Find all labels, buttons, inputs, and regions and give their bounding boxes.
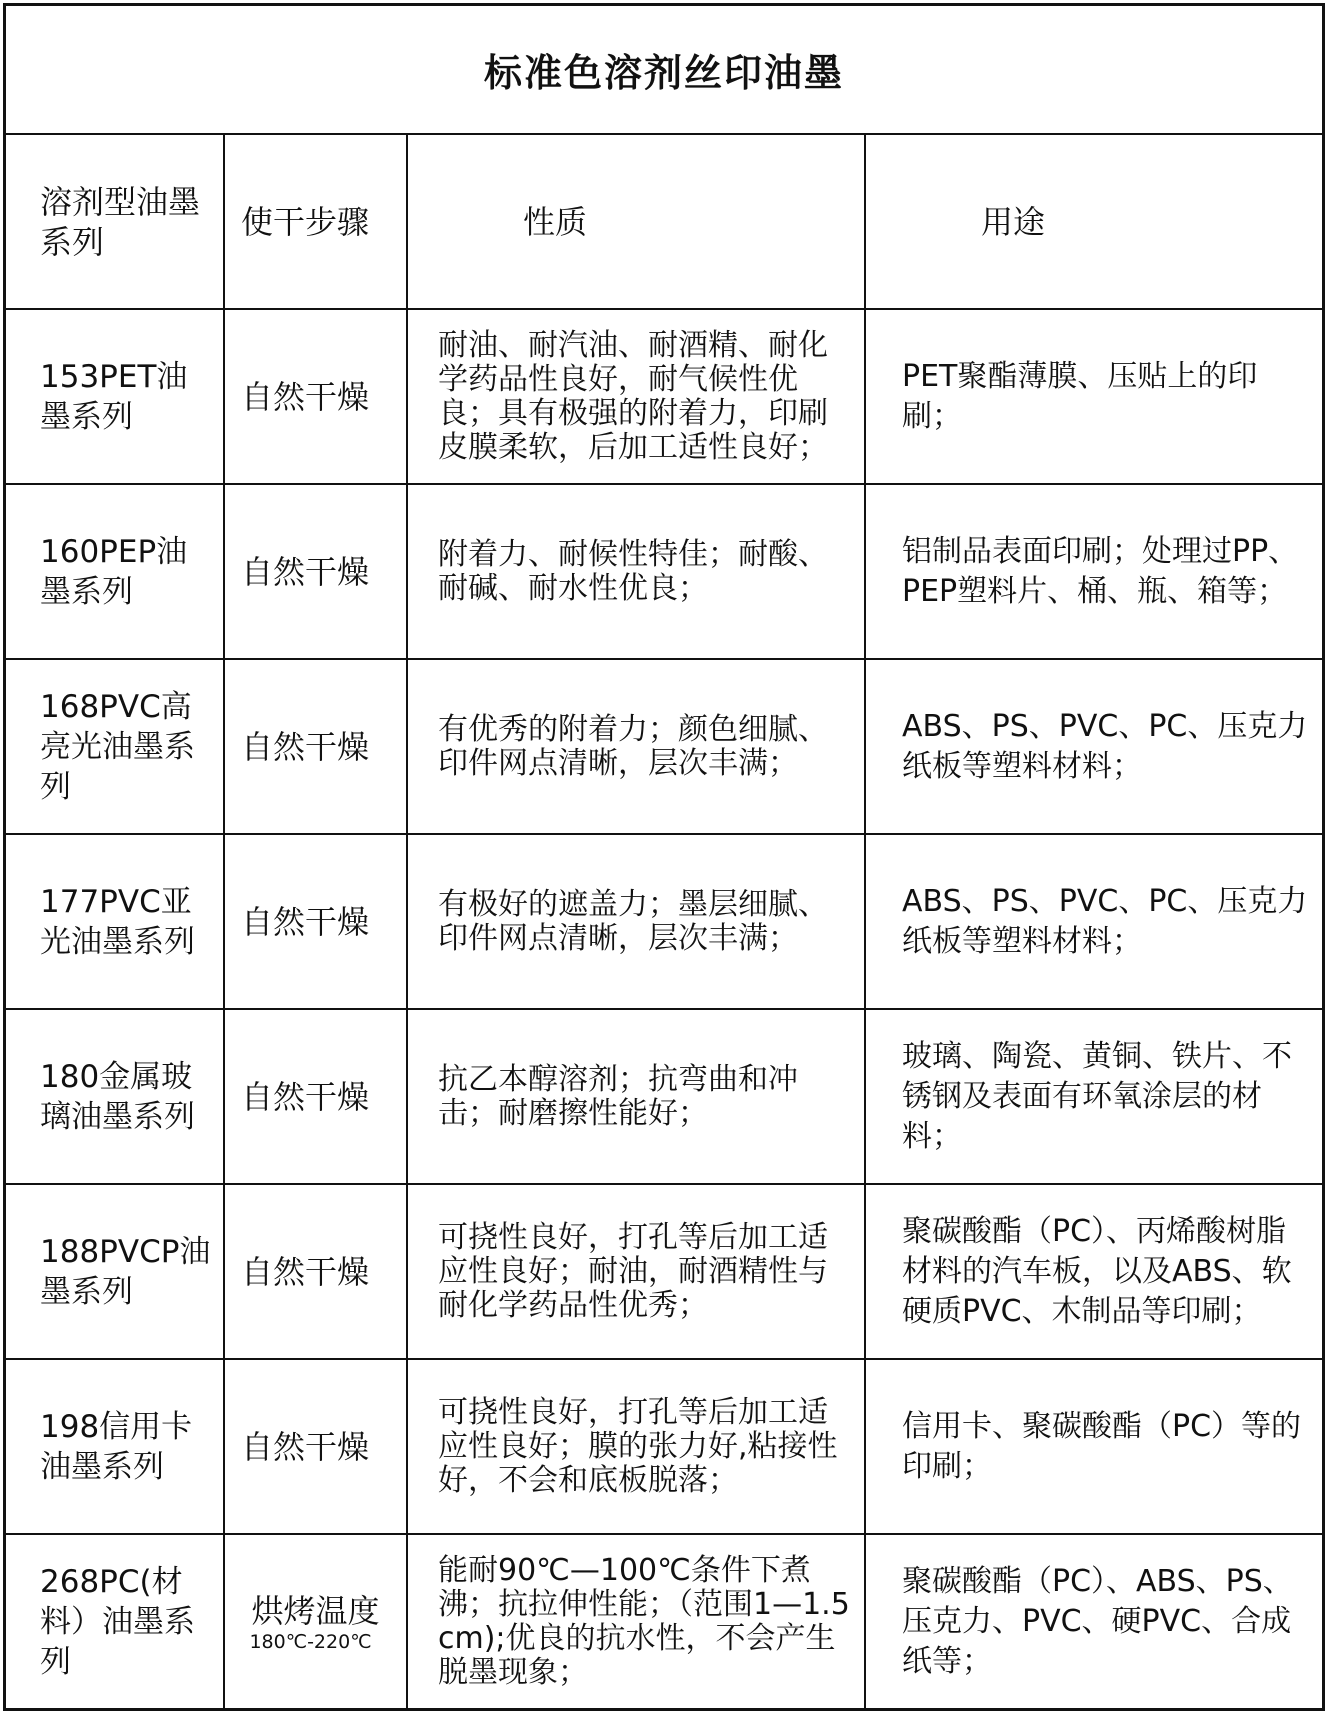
ink-spec-sheet [3, 3, 1325, 1711]
series-cell: 153PET油墨系列 [6, 309, 224, 484]
series-cell: 177PVC亚光油墨系列 [6, 834, 224, 1009]
series-cell: 268PC(材料）油墨系列 [6, 1534, 224, 1709]
sheet-title: 标准色溶剂丝印油墨 [483, 51, 844, 95]
usage-cell: 玻璃、陶瓷、黄铜、铁片、不锈钢及表面有环氧涂层的材料； [865, 1009, 1322, 1184]
usage-cell: 聚碳酸酯（PC）、丙烯酸树脂材料的汽车板，以及ABS、软硬质PVC、木制品等印刷； [865, 1184, 1322, 1359]
properties-cell: 能耐90℃—100℃条件下煮沸；抗拉伸性能；（范围1—1.5cm);优良的抗水性，不会产生脱墨现象； [407, 1534, 865, 1709]
series-cell: 168PVC高亮光油墨系列 [6, 659, 224, 834]
properties-cell: 可挠性良好，打孔等后加工适应性良好；膜的张力好,粘接性好，不会和底板脱落； [407, 1359, 865, 1534]
drying-temperature: 180℃-220℃ [249, 1631, 372, 1653]
drying-cell [224, 1534, 407, 1709]
table-row [6, 834, 1322, 1009]
properties-cell: 抗乙本醇溶剂；抗弯曲和冲击；耐磨擦性能好； [407, 1009, 865, 1184]
usage-cell: 信用卡、聚碳酸酯（PC）等的印刷； [865, 1359, 1322, 1534]
series-cell: 188PVCP油墨系列 [6, 1184, 224, 1359]
usage-cell: ABS、PS、PVC、PC、压克力纸板等塑料材料； [865, 659, 1322, 834]
table-row [6, 1359, 1322, 1534]
drying-cell: 自然干燥 [224, 659, 407, 834]
properties-cell: 附着力、耐候性特佳；耐酸、耐碱、耐水性优良； [407, 484, 865, 659]
table-row [6, 1009, 1322, 1184]
drying-cell: 自然干燥 [224, 309, 407, 484]
properties-cell: 有极好的遮盖力；墨层细腻、印件网点清晰，层次丰满； [407, 834, 865, 1009]
table-row [6, 1184, 1322, 1359]
usage-cell: PET聚酯薄膜、压贴上的印刷； [865, 309, 1322, 484]
ink-spec-table [6, 133, 1322, 1709]
series-cell: 180金属玻璃油墨系列 [6, 1009, 224, 1184]
header-series: 溶剂型油墨系列 [6, 134, 224, 309]
drying-cell: 自然干燥 [224, 834, 407, 1009]
properties-cell: 有优秀的附着力；颜色细腻、印件网点清晰，层次丰满； [407, 659, 865, 834]
table-row [6, 309, 1322, 484]
table-row [6, 484, 1322, 659]
usage-cell: 聚碳酸酯（PC）、ABS、PS、压克力、PVC、硬PVC、合成纸等； [865, 1534, 1322, 1709]
header-drying: 使干步骤 [224, 134, 407, 309]
drying-cell: 自然干燥 [224, 1009, 407, 1184]
table-row [6, 659, 1322, 834]
header-properties: 性质 [407, 134, 865, 309]
table-header-row [6, 134, 1322, 309]
drying-cell: 自然干燥 [224, 484, 407, 659]
series-cell: 198信用卡油墨系列 [6, 1359, 224, 1534]
properties-cell: 可挠性良好，打孔等后加工适应性良好；耐油，耐酒精性与耐化学药品性优秀； [407, 1184, 865, 1359]
usage-cell: ABS、PS、PVC、PC、压克力纸板等塑料材料； [865, 834, 1322, 1009]
drying-method: 烘烤温度 [251, 1592, 380, 1630]
usage-cell: 铝制品表面印刷；处理过PP、PEP塑料片、桶、瓶、箱等； [865, 484, 1322, 659]
table-row [6, 1534, 1322, 1709]
series-cell: 160PEP油墨系列 [6, 484, 224, 659]
drying-cell: 自然干燥 [224, 1184, 407, 1359]
header-usage: 用途 [865, 134, 1322, 309]
drying-cell: 自然干燥 [224, 1359, 407, 1534]
properties-cell: 耐油、耐汽油、耐酒精、耐化学药品性良好，耐气候性优良；具有极强的附着力，印刷皮膜柔软，后加工适性良好； [407, 309, 865, 484]
